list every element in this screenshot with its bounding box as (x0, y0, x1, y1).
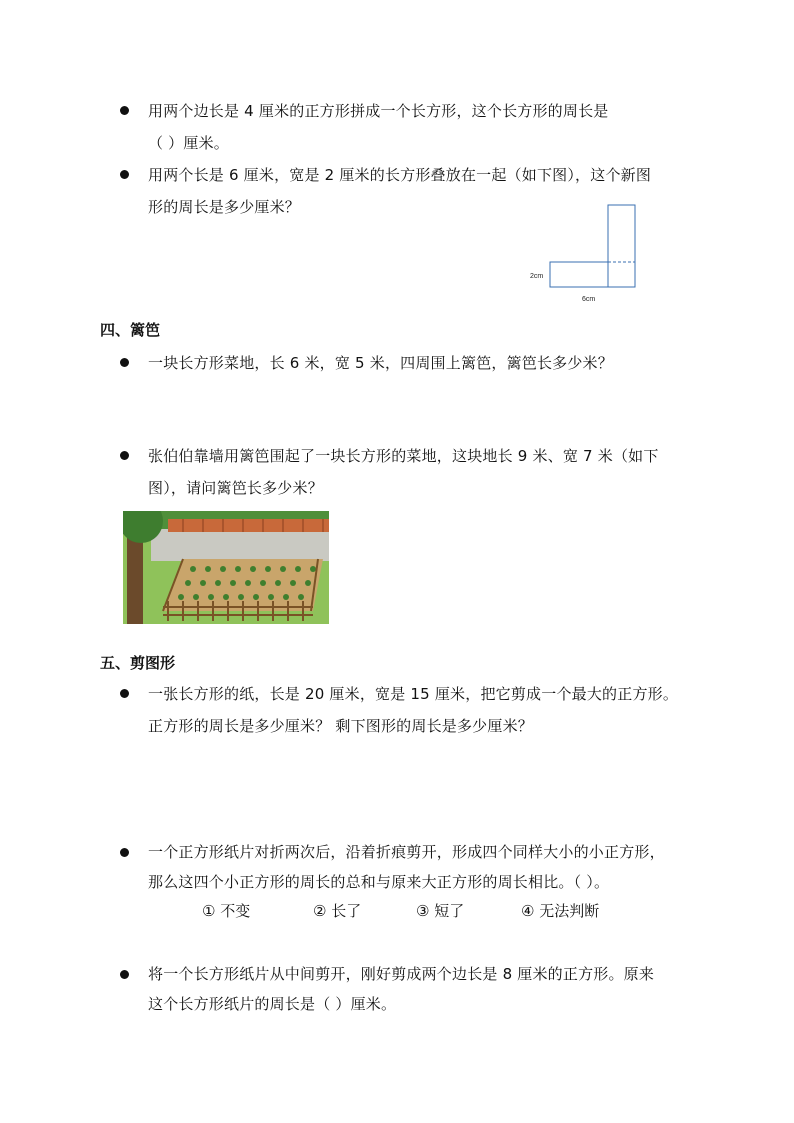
bullet (120, 970, 129, 979)
wall-roof-tiles (168, 519, 329, 532)
question-text: 一块长方形菜地，长 6 米，宽 5 米，四周围上篱笆，篱笆长多少米？ (148, 354, 613, 372)
section-heading: 四、篱笆 (100, 321, 161, 339)
bullet (120, 170, 129, 179)
length-label: 6cm (582, 296, 596, 303)
overlapping-rectangles-figure (525, 200, 645, 306)
question-text: 将一个长方形纸片从中间剪开，刚好剪成两个边长是 8 厘米的正方形。原来 (148, 965, 655, 983)
vegetable-garden-illustration (123, 511, 329, 624)
question-text: 这个长方形纸片的周长是（ ）厘米。 (148, 995, 397, 1013)
option-2[interactable]: ② 长了 (313, 902, 362, 920)
option-4[interactable]: ④ 无法判断 (521, 902, 600, 920)
question-text: 图），请问篱笆长多少米？ (148, 479, 323, 497)
answer-options (0, 901, 794, 921)
question-text: 用两个边长是 4 厘米的正方形拼成一个长方形，这个长方形的周长是 (148, 102, 609, 120)
bullet (120, 451, 129, 460)
question-text: 正方形的周长是多少厘米？ 剩下图形的周长是多少厘米？ (148, 717, 533, 735)
wall (151, 529, 329, 561)
bullet (120, 358, 129, 367)
section-heading: 五、剪图形 (100, 654, 176, 672)
horizontal-rectangle (550, 262, 608, 287)
vertical-rectangle (608, 205, 635, 287)
question-text: 一张长方形的纸，长是 20 厘米，宽是 15 厘米，把它剪成一个最大的正方形。 (148, 685, 679, 703)
question-text: 形的周长是多少厘米？ (148, 198, 301, 216)
question-text: 那么这四个小正方形的周长的总和与原来大正方形的周长相比。（ ）。 (148, 873, 610, 891)
bullet (120, 106, 129, 115)
width-label: 2cm (530, 273, 544, 280)
bullet (120, 848, 129, 857)
question-text: （ ）厘米。 (148, 134, 229, 152)
question-text: 一个正方形纸片对折两次后，沿着折痕剪开，形成四个同样大小的小正方形， (148, 843, 665, 861)
question-text: 用两个长是 6 厘米，宽是 2 厘米的长方形叠放在一起（如下图），这个新图 (148, 166, 652, 184)
bullet (120, 689, 129, 698)
option-1[interactable]: ① 不变 (202, 902, 251, 920)
option-3[interactable]: ③ 短了 (416, 902, 465, 920)
tree-trunk (127, 531, 143, 624)
question-text: 张伯伯靠墙用篱笆围起了一块长方形的菜地，这块地长 9 米、宽 7 米（如下 (148, 447, 659, 465)
